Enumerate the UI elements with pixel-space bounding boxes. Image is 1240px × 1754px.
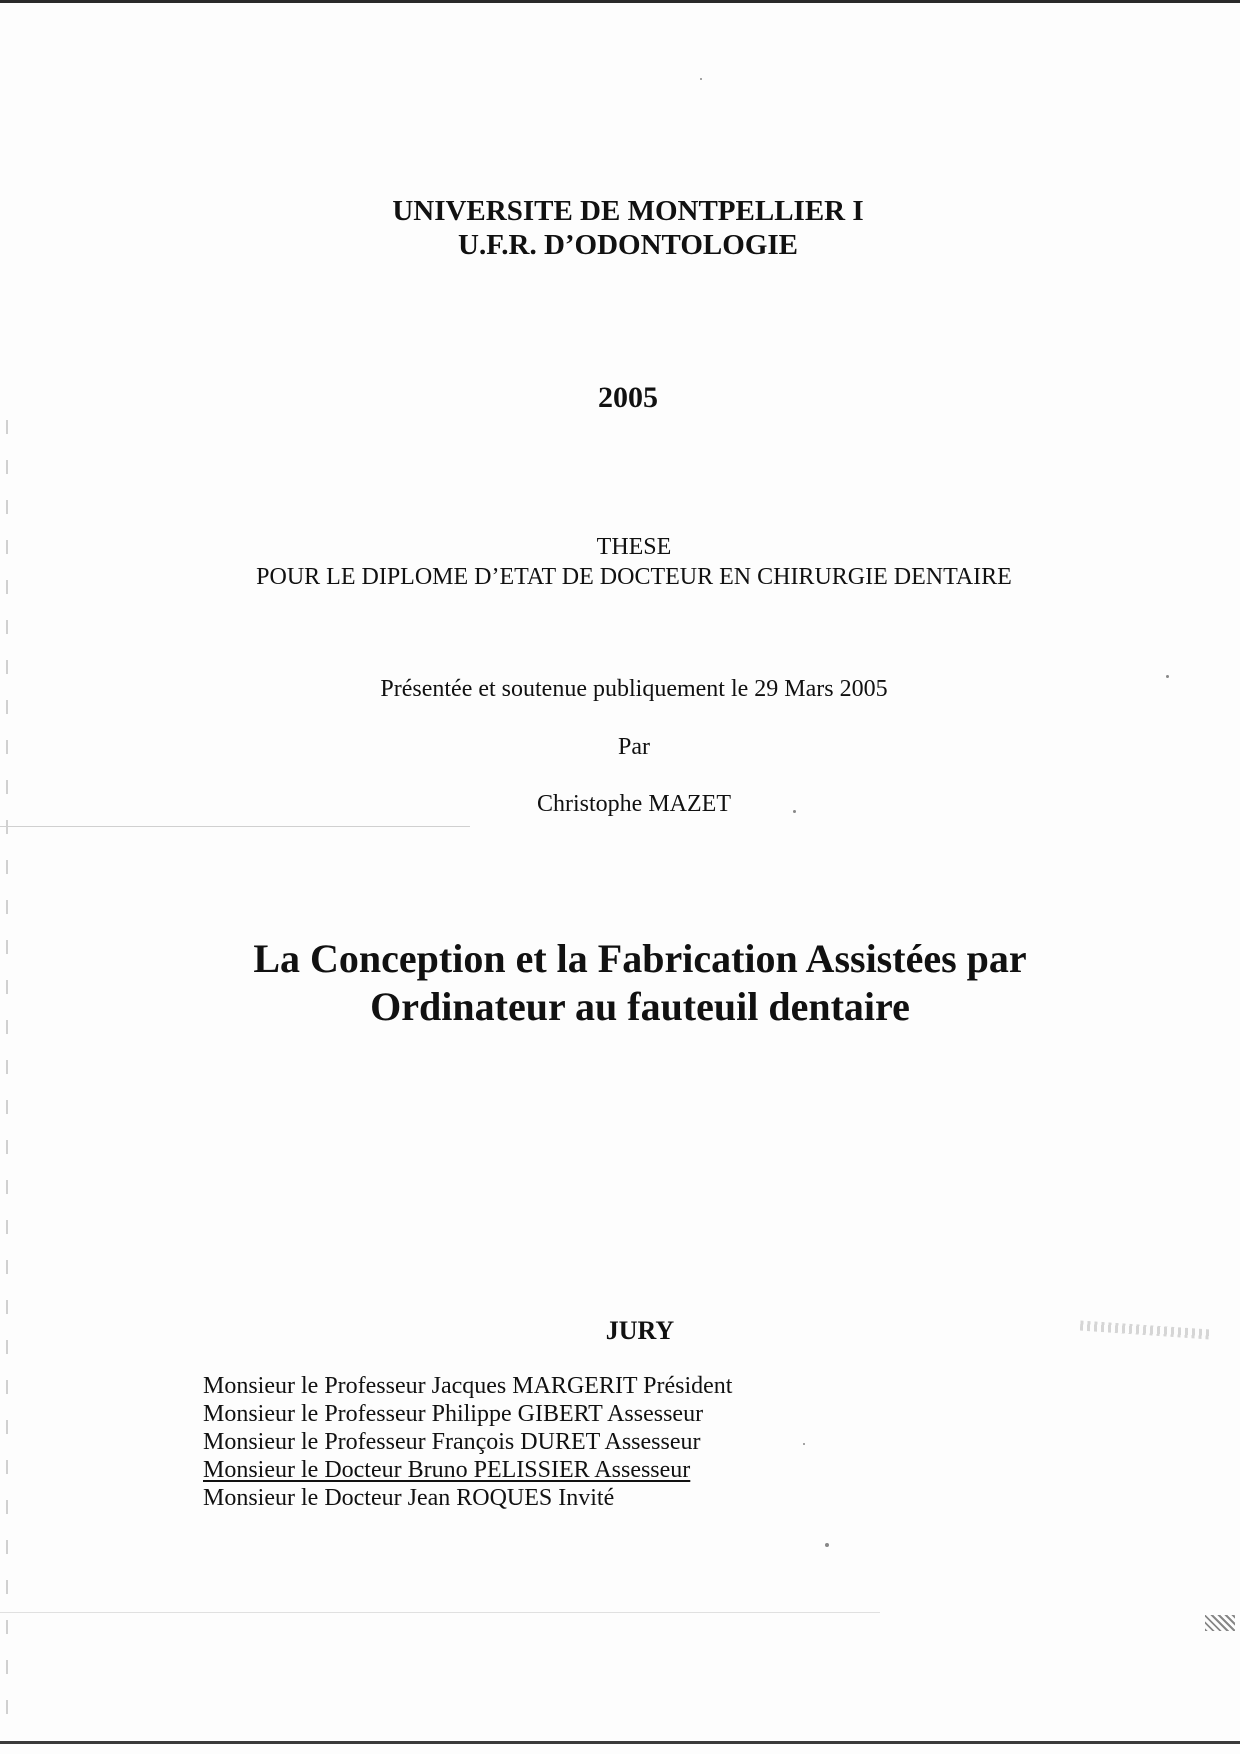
by-label: Par	[618, 734, 650, 760]
scan-artifact-line	[0, 826, 470, 827]
scan-speck	[803, 1443, 805, 1445]
jury-member: Monsieur le Professeur François DURET Assesseur	[203, 1429, 701, 1455]
jury-member: Monsieur le Professeur Jacques MARGERIT Président	[203, 1373, 733, 1399]
scan-smudge	[1205, 1615, 1235, 1631]
scan-speck	[825, 1543, 829, 1547]
scan-edge-top	[0, 0, 1240, 3]
jury-heading: JURY	[605, 1316, 675, 1345]
scan-edge-bottom	[0, 1741, 1240, 1744]
thesis-title-line-2: Ordinateur au fauteuil dentaire	[370, 984, 910, 1029]
year: 2005	[598, 381, 658, 414]
scan-speck	[700, 78, 702, 80]
document-type: THESE	[596, 534, 672, 560]
university-name: UNIVERSITE DE MONTPELLIER I	[392, 195, 864, 227]
author-name: Christophe MAZET	[537, 791, 731, 817]
diploma-statement: POUR LE DIPLOME D’ETAT DE DOCTEUR EN CHIRURGIE DENTAIRE	[256, 564, 1012, 590]
jury-member: Monsieur le Docteur Jean ROQUES Invité	[203, 1485, 615, 1511]
jury-member: Monsieur le Professeur Philippe GIBERT Assesseur	[203, 1401, 704, 1427]
thesis-title-line-1: La Conception et la Fabrication Assistées par	[253, 936, 1027, 981]
scan-artifact-line	[0, 1612, 880, 1613]
jury-list	[203, 1372, 732, 1512]
jury-member: Monsieur le Docteur Bruno PELISSIER Assesseur	[203, 1457, 691, 1483]
faculty-name: U.F.R. D’ODONTOLOGIE	[458, 229, 798, 261]
defense-date: Présentée et soutenue publiquement le 29 Mars 2005	[380, 676, 888, 702]
scan-edge-left	[6, 420, 8, 1720]
